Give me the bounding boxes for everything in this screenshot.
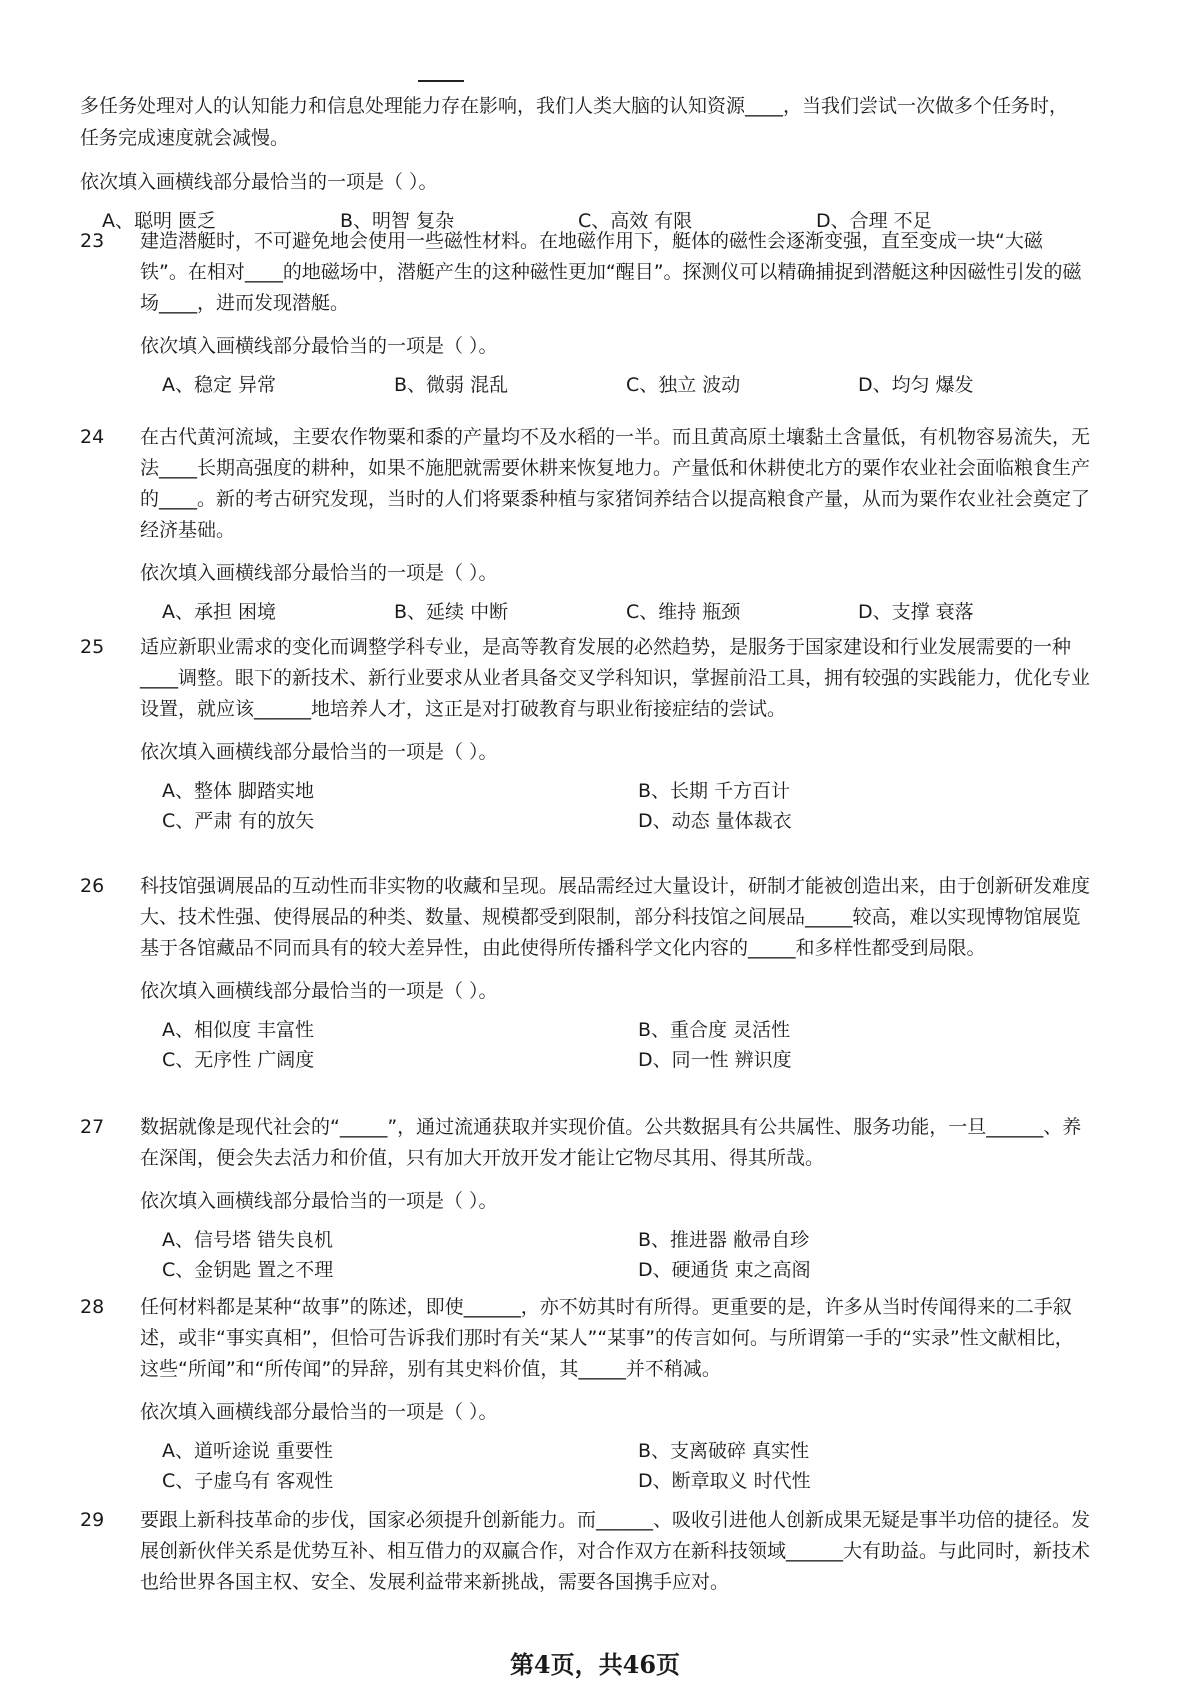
- question-prompt: 依次填入画横线部分最恰当的一项是（ ）。: [140, 980, 498, 1002]
- option-a: A、聪明 匮乏: [102, 210, 217, 232]
- option-b: B、明智 复杂: [340, 210, 455, 232]
- option-d: D、合理 不足: [816, 210, 932, 232]
- question-stem: 多任务处理对人的认知能力和信息处理能力存在影响，我们人类大脑的认知资源____，当我们尝试一次做多个任务时，任务完成速度就会减慢。: [80, 95, 1069, 149]
- option-d: D、断章取义 时代性: [638, 1470, 811, 1492]
- question-25: [80, 632, 1090, 836]
- options-grid: [162, 1436, 1090, 1496]
- question-stem: 任何材料都是某种“故事”的陈述，即使______，亦不妨其时有所得。更重要的是，许多从当时传闻得来的二手叙述，或非“事实真相”，但恰可告诉我们那时有关“某人”“某事”的传言如何。与所谓第一手的“实录”性文献相比，这些“所闻”和“所传闻”的异辞，别有其史料价值，其_____并不稍减。: [140, 1296, 1074, 1380]
- question-prompt: 依次填入画横线部分最恰当的一项是（ ）。: [140, 1190, 498, 1212]
- question-number: 28: [80, 1296, 105, 1318]
- question-stem: 数据就像是现代社会的“_____”，通过流通获取并实现价值。公共数据具有公共属性、服务功能，一旦______、养在深闺，便会失去活力和价值，只有加大开放开发才能让它物尽其用、得其所哉。: [140, 1116, 1082, 1169]
- option-a: A、道听途说 重要性: [162, 1440, 334, 1462]
- question-number: 25: [80, 636, 105, 658]
- question-prompt: 依次填入画横线部分最恰当的一项是（ ）。: [140, 1401, 498, 1423]
- options-grid: [162, 776, 1090, 836]
- option-c: C、独立 波动: [626, 374, 741, 396]
- option-b: B、微弱 混乱: [394, 374, 509, 396]
- question-stem: 科技馆强调展品的互动性而非实物的收藏和呈现。展品需经过大量设计，研制才能被创造出来，由于创新研发难度大、技术性强、使得展品的种类、数量、规模都受到限制，部分科技馆之间展品_____较高，难以实现博物馆展览基于各馆藏品不同而具有的较大差异性，由此使得所传播科学文化内容的_____和多样性都受到局限。: [140, 875, 1091, 959]
- option-a: A、承担 困境: [162, 601, 277, 623]
- question-28: [80, 1292, 1090, 1496]
- question-prompt: 依次填入画横线部分最恰当的一项是（ ）。: [80, 171, 438, 193]
- option-b: B、重合度 灵活性: [638, 1019, 791, 1041]
- option-b: B、推进器 敝帚自珍: [638, 1229, 810, 1251]
- question-23: [80, 226, 1090, 400]
- top-underline-fragment: [418, 80, 464, 82]
- page-footer: 第4页，共46页: [509, 1650, 681, 1679]
- question-22-continuation: [80, 90, 1070, 236]
- option-c: C、高效 有限: [578, 210, 693, 232]
- option-c: C、子虚乌有 客观性: [162, 1470, 334, 1492]
- option-d: D、支撑 衰落: [858, 601, 974, 623]
- option-a: A、相似度 丰富性: [162, 1019, 315, 1041]
- option-c: C、金钥匙 置之不理: [162, 1259, 334, 1281]
- question-number: 24: [80, 426, 105, 448]
- question-stem: 适应新职业需求的变化而调整学科专业，是高等教育发展的必然趋势，是服务于国家建设和行业发展需要的一种____调整。眼下的新技术、新行业要求从业者具备交叉学科知识，掌握前沿工具，拥有较强的实践能力，优化专业设置，就应该______地培养人才，这正是对打破教育与职业衔接症结的尝试。: [140, 636, 1091, 720]
- question-prompt: 依次填入画横线部分最恰当的一项是（ ）。: [140, 562, 498, 584]
- question-number: 26: [80, 875, 105, 897]
- question-prompt: 依次填入画横线部分最恰当的一项是（ ）。: [140, 335, 498, 357]
- question-prompt: 依次填入画横线部分最恰当的一项是（ ）。: [140, 741, 498, 763]
- option-d: D、同一性 辨识度: [638, 1049, 792, 1071]
- question-stem: 建造潜艇时，不可避免地会使用一些磁性材料。在地磁作用下，艇体的磁性会逐渐变强，直至变成一块“大磁铁”。在相对____的地磁场中，潜艇产生的这种磁性更加“醒目”。探测仪可以精确捕捉到潜艇这种因磁性引发的磁场____，进而发现潜艇。: [140, 230, 1082, 314]
- question-26: [80, 871, 1090, 1075]
- option-b: B、支离破碎 真实性: [638, 1440, 810, 1462]
- options-row: [162, 597, 1090, 627]
- option-a: A、稳定 异常: [162, 374, 277, 396]
- option-c: C、维持 瓶颈: [626, 601, 741, 623]
- options-row: [162, 370, 1090, 400]
- question-stem: 要跟上新科技革命的步伐，国家必须提升创新能力。而______、吸收引进他人创新成果无疑是事半功倍的捷径。发展创新伙伴关系是优势互补、相互借力的双赢合作，对合作双方在新科技领域______大有助益。与此同时，新技术也给世界各国主权、安全、发展利益带来新挑战，需要各国携手应对。: [140, 1509, 1091, 1593]
- option-c: C、严肃 有的放矢: [162, 810, 315, 832]
- question-stem: 在古代黄河流域，主要农作物粟和黍的产量均不及水稻的一半。而且黄高原土壤黏土含量低，有机物容易流失，无法____长期高强度的耕种，如果不施肥就需要休耕来恢复地力。产量低和休耕使北方的粟作农业社会面临粮食生产的____。新的考古研究发现，当时的人们将粟黍种植与家猪饲养结合以提高粮食产量，从而为粟作农业社会奠定了经济基础。: [140, 426, 1091, 541]
- options-grid: [162, 1015, 1090, 1075]
- option-c: C、无序性 广阔度: [162, 1049, 315, 1071]
- option-b: B、长期 千方百计: [638, 780, 791, 802]
- options-grid: [162, 1225, 1090, 1285]
- question-number: 27: [80, 1116, 105, 1138]
- option-d: D、均匀 爆发: [858, 374, 974, 396]
- question-29: [80, 1505, 1090, 1598]
- question-number: 23: [80, 230, 105, 252]
- question-24: [80, 422, 1090, 627]
- option-d: D、动态 量体裁衣: [638, 810, 792, 832]
- option-a: A、整体 脚踏实地: [162, 780, 315, 802]
- option-d: D、硬通货 束之高阁: [638, 1259, 811, 1281]
- option-b: B、延续 中断: [394, 601, 509, 623]
- question-27: [80, 1112, 1090, 1285]
- question-number: 29: [80, 1509, 105, 1531]
- option-a: A、信号塔 错失良机: [162, 1229, 334, 1251]
